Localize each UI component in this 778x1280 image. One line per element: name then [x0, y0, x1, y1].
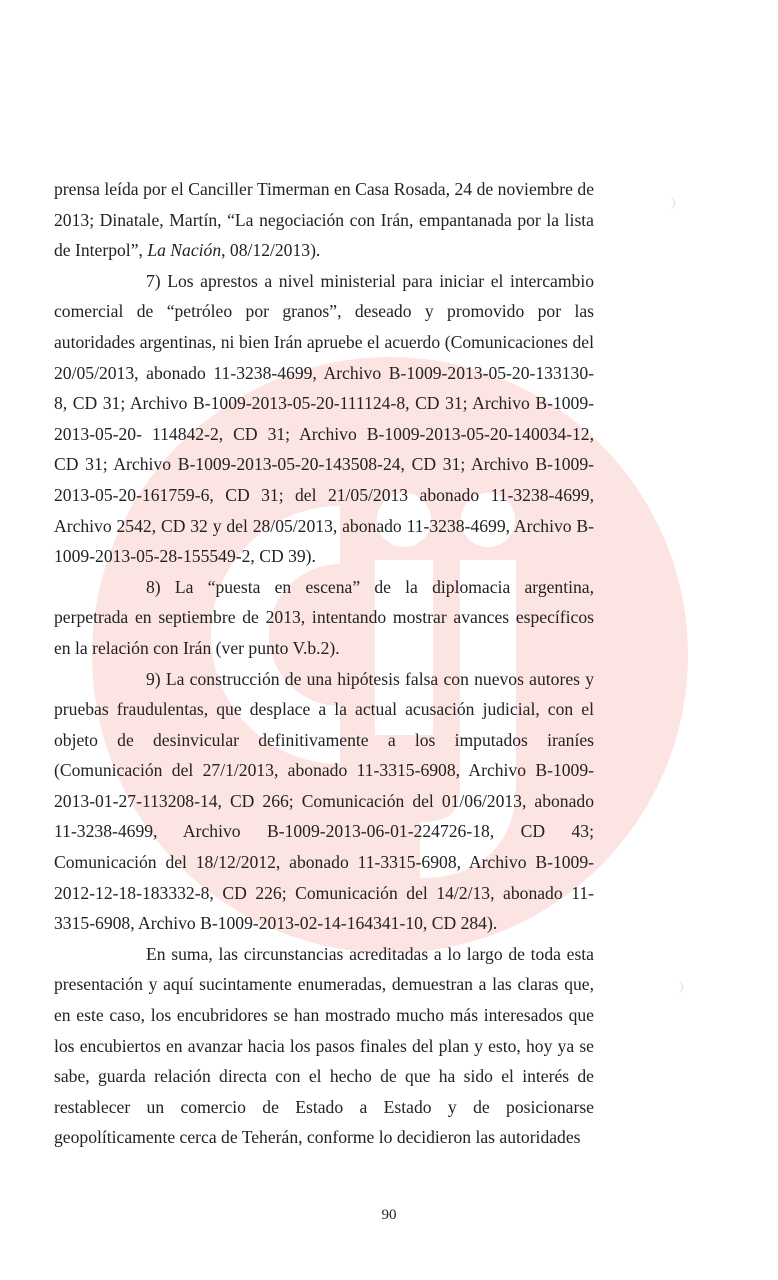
- body-text: [54, 174, 594, 1153]
- paragraph-text: 7) Los aprestos a nivel ministerial para iniciar el intercambio comercial de “petróleo por granos”, deseado y promovido por las autoridades argentinas, ni bien Irán apruebe el acuerdo (Comunicaciones del 20/05/2013, abonado 11-3238-4699, Archivo B-1009-2013-05-20-133130-8, CD 31; Archivo B-1009-2013-05-20-111124-8, CD 31; Archivo B-1009-2013-05-20- 114842-2, CD 31; Archivo B-1009-2013-05-20-140034-12, CD 31; Archivo B-1009-2013-05-20-143508-24, CD 31; Archivo B-1009-2013-05-20-161759-6, CD 31; del 21/05/2013 abonado 11-3238-4699, Archivo 2542, CD 32 y del 28/05/2013, abonado 11-3238-4699, Archivo B-1009-2013-05-28-155549-2, CD 39).: [54, 270, 594, 567]
- paragraph: [54, 939, 594, 1153]
- paragraph-text: prensa leída por el Canciller Timerman en Casa Rosada, 24 de noviembre de 2013; Dinatale, Martín, “La negociación con Irán, empantanada por la lista de Interpol”,: [54, 179, 594, 261]
- paragraph-text: 8) La “puesta en escena” de la diplomacia argentina, perpetrada en septiembre de 2013, intentando mostrar avances específicos en la relación con Irán (ver punto V.b.2).: [54, 576, 594, 658]
- paragraph: [54, 266, 594, 572]
- paragraph-text: , 08/12/2013).: [221, 240, 321, 261]
- scan-mark-top: [668, 196, 675, 210]
- scan-mark-bottom: [676, 980, 683, 994]
- paragraph-text: En suma, las circunstancias acreditadas a lo largo de toda esta presentación y aquí sucintamente enumeradas, demuestran a las claras que, en este caso, los encubridores se han mostrado mucho más interesados que los encubiertos en avanzar hacia los pasos finales del plan y esto, hoy ya se sabe, guarda relación directa con el hecho de que ha sido el interés de restablecer un comercio de Estado a Estado y de posicionarse geopolíticamente cerca de Teherán, conforme lo decidieron las autoridades: [54, 943, 594, 1148]
- italic-citation: La Nación: [147, 240, 222, 261]
- paragraph-text: 9) La construcción de una hipótesis falsa con nuevos autores y pruebas fraudulentas, que desplace a la actual acusación judicial, con el objeto de desinvicular definitivamente a los imputados iraníes (Comunicación del 27/1/2013, abonado 11-3315-6908, Archivo B-1009-2013-01-27-113208-14, CD 266; Comunicación del 01/06/2013, abonado 11-3238-4699, Archivo B-1009-2013-06-01-224726-18, CD 43; Comunicación del 18/12/2012, abonado 11-3315-6908, Archivo B-1009-2012-12-18-183332-8, CD 226; Comunicación del 14/2/13, abonado 11-3315-6908, Archivo B-1009-2013-02-14-164341-10, CD 284).: [54, 668, 594, 934]
- paragraph: [54, 572, 594, 664]
- paragraph: [54, 664, 594, 939]
- page-number: 90: [381, 1207, 397, 1223]
- paragraph: [54, 174, 594, 266]
